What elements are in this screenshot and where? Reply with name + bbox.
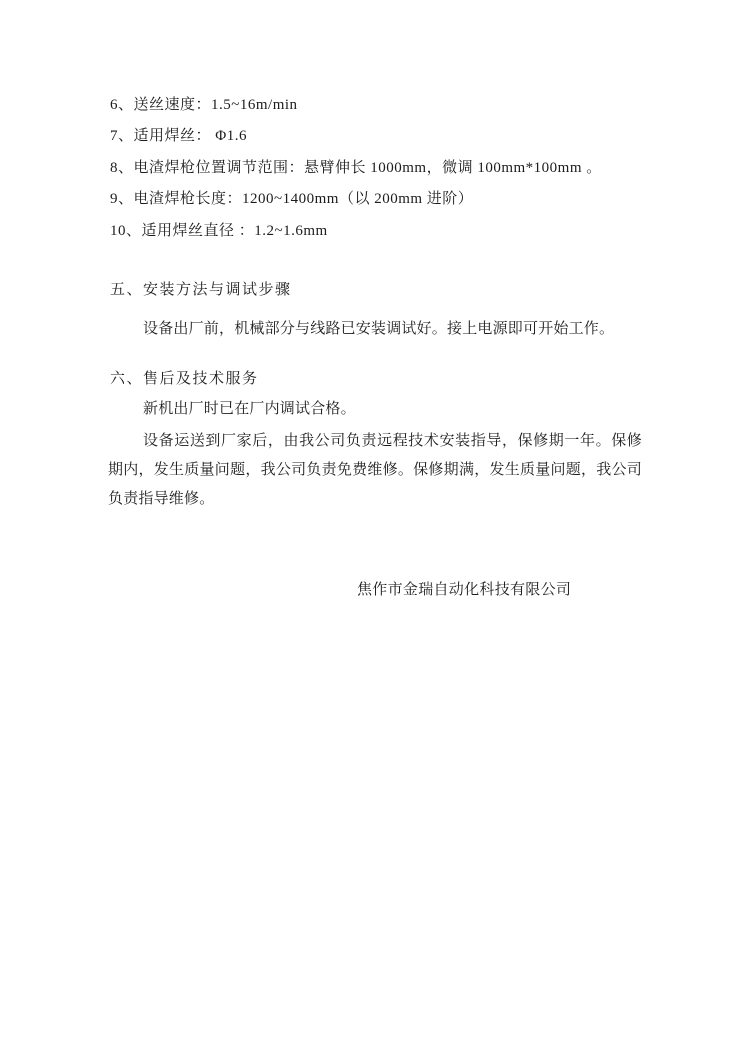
section-install-heading: 五、安装方法与调试步骤 xyxy=(110,282,292,298)
spec-list xyxy=(110,90,602,247)
section-service-paragraph: 设备运送到厂家后，由我公司负责远程技术安装指导，保修期一年。保修期内，发生质量问题，我公司负责免费维修。保修期满，发生质量问题，我公司负责指导维修。 xyxy=(108,433,642,507)
section-service-intro: 新机出厂时已在厂内调试合格。 xyxy=(143,401,356,417)
spec-item-8: 8、电渣焊枪位置调节范围：悬臂伸长 1000mm，微调 100mm*100mm 。 xyxy=(110,159,602,176)
company-signature: 焦作市金瑞自动化科技有限公司 xyxy=(357,582,572,598)
section-install-paragraph: 设备出厂前，机械部分与线路已安装调试好。接上电源即可开始工作。 xyxy=(143,321,615,337)
spec-item-10: 10、适用焊丝直径 ：1.2~1.6mm xyxy=(110,222,328,239)
spec-item-7: 7、适用焊丝： Φ1.6 xyxy=(110,128,247,145)
spec-item-6: 6、送丝速度：1.5~16m/min xyxy=(110,97,298,113)
spec-item-9: 9、电渣焊枪长度：1200~1400mm（以 200mm 进阶） xyxy=(110,191,474,208)
section-service-heading: 六、售后及技术服务 xyxy=(110,371,259,387)
